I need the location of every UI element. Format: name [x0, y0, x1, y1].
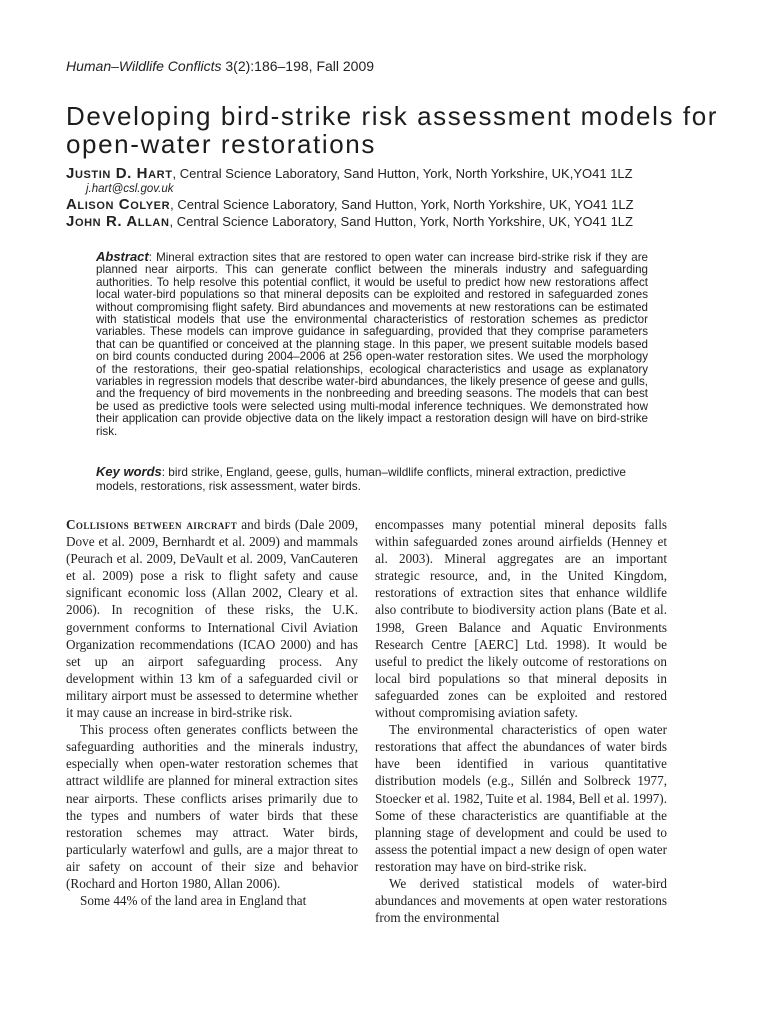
journal-name: Human–Wildlife Conflicts [66, 58, 222, 74]
abstract [96, 251, 648, 438]
body-column-right [375, 516, 667, 926]
author-affiliation: , Central Science Laboratory, Sand Hutton, York, North Yorkshire, UK, YO41 1LZ [170, 197, 634, 212]
keywords-label: Key words [96, 464, 162, 479]
author-name: Justin D. Hart [66, 165, 173, 182]
body-column-left [66, 516, 358, 909]
body-paragraph: The environmental characteristics of open water restorations that affect the abundances of water birds have been identified in various quantitative distribution models (e.g., Sillén and Solbreck 1977, Stoecker et al. 1982, Tuite et al. 1984, Bell et al. 1997). Some of these characteristics are quantifiable at the planning stage of development and could be used to assess the potential impact a new design of open water restoration may have on bird-strike risk. [375, 722, 667, 874]
body-paragraph: encompasses many potential mineral deposits falls within safeguarded zones around airfields (Henney et al. 2003). Mineral aggregates are an important strategic resource, and, in the United Kingdom, restorations of extraction sites that enhance wildlife also contribute to biodiversity action plans (Bate et al. 1998, Green Balance and Aquatic Environments Research Centre [AERC] Ltd. 1998). It would be useful to predict the likely outcome of restorations on local bird populations so that mineral deposits in safeguarded zones can be exploited and restored without compromising aviation safety. [375, 517, 667, 721]
author-affiliation: , Central Science Laboratory, Sand Hutton, York, North Yorkshire, UK, YO41 1LZ [169, 214, 633, 229]
author-entry [66, 165, 706, 196]
author-entry [66, 196, 706, 213]
keywords-text: : bird strike, England, geese, gulls, human–wildlife conflicts, mineral extraction, predictive models, restorations, risk assessment, water birds. [96, 465, 626, 493]
author-list [66, 165, 706, 230]
body-paragraph: Some 44% of the land area in England that [80, 893, 307, 909]
body-paragraph: We derived statistical models of water-bird abundances and movements at open water restorations from the environmental [375, 875, 667, 926]
abstract-text: : Mineral extraction sites that are restored to open water can increase bird-strike risk if they are planned near airports. This can generate conflict between the minerals industry and safeguarding authorities. To help resolve this potential conflict, it would be useful to predict how new restorations affect local water-bird populations so that mineral deposits can be exploited and restored in safeguarded zones without compromising flight safety. Bird abundances and movements at new restorations can be estimated with statistical models that use the environmental characteristics of restoration schemes as predictor variables. These models can improve guidance in safeguarding, provided that they comprise parameters that can be quantified or conceived at the planning stage. In this paper, we present suitable models based on bird counts conducted during 2004–2006 at 256 open-water restoration sites. We used the morphology of the restorations, their geo-spatial relationships, ecological characteristics and usage as explanatory variables in regression models that describe water-bird abundances, the likely presence of geese and gulls, and the frequency of bird movements in the nonbreeding and breeding seasons. The models that can best be used as predictive tools were selected using multi-modal inference techniques. We demonstrated how their application can provide objective data on the likely impact a restoration design will have on bird-strike risk. [96, 251, 648, 438]
body-paragraph [66, 516, 358, 721]
author-email[interactable]: j.hart@csl.gov.uk [86, 183, 174, 195]
lead-in: Collisions between aircraft [66, 517, 238, 532]
body-paragraph: This process often generates conflicts between the safeguarding authorities and the minerals industry, especially when open-water restoration schemes that attract wildlife are planned for mineral extraction sites near airports. These conflicts arises primarily due to the types and numbers of water birds that these restoration schemes may attract. Water birds, particularly waterfowl and gulls, are a major threat to air safety on account of their size and behavior (Rochard and Horton 1980, Allan 2006). [66, 722, 358, 891]
paragraph-text: and birds (Dale 2009, Dove et al. 2009, Bernhardt et al. 2009) and mammals (Peurach et al. 2009, DeVault et al. 2009, VanCauteren et al. 2009) pose a risk to flight safety and cause significant economic loss (Allan 2002, Cleary et al. 2006). In recognition of these risks, the U.K. government conforms to International Civil Aviation Organization recommendations (ICAO 2000) and has set up an airport safeguarding process. Any development within 13 km of a safeguarded civil or military airport must be assessed to determine whether it may cause an increase in bird-strike risk. [66, 517, 358, 721]
article-title: Developing bird-strike risk assessment models for open-water restorations [66, 101, 719, 159]
author-affiliation: , Central Science Laboratory, Sand Hutton, York, North Yorkshire, UK,YO41 1LZ [172, 166, 633, 181]
journal-volume-issue: 3(2):186–198, Fall 2009 [221, 58, 375, 74]
keywords [96, 465, 648, 493]
abstract-label: Abstract [96, 249, 149, 264]
author-name: John R. Allan [66, 213, 170, 230]
author-name: Alison Colyer [66, 196, 171, 213]
author-entry [66, 213, 706, 230]
journal-citation [66, 58, 374, 74]
